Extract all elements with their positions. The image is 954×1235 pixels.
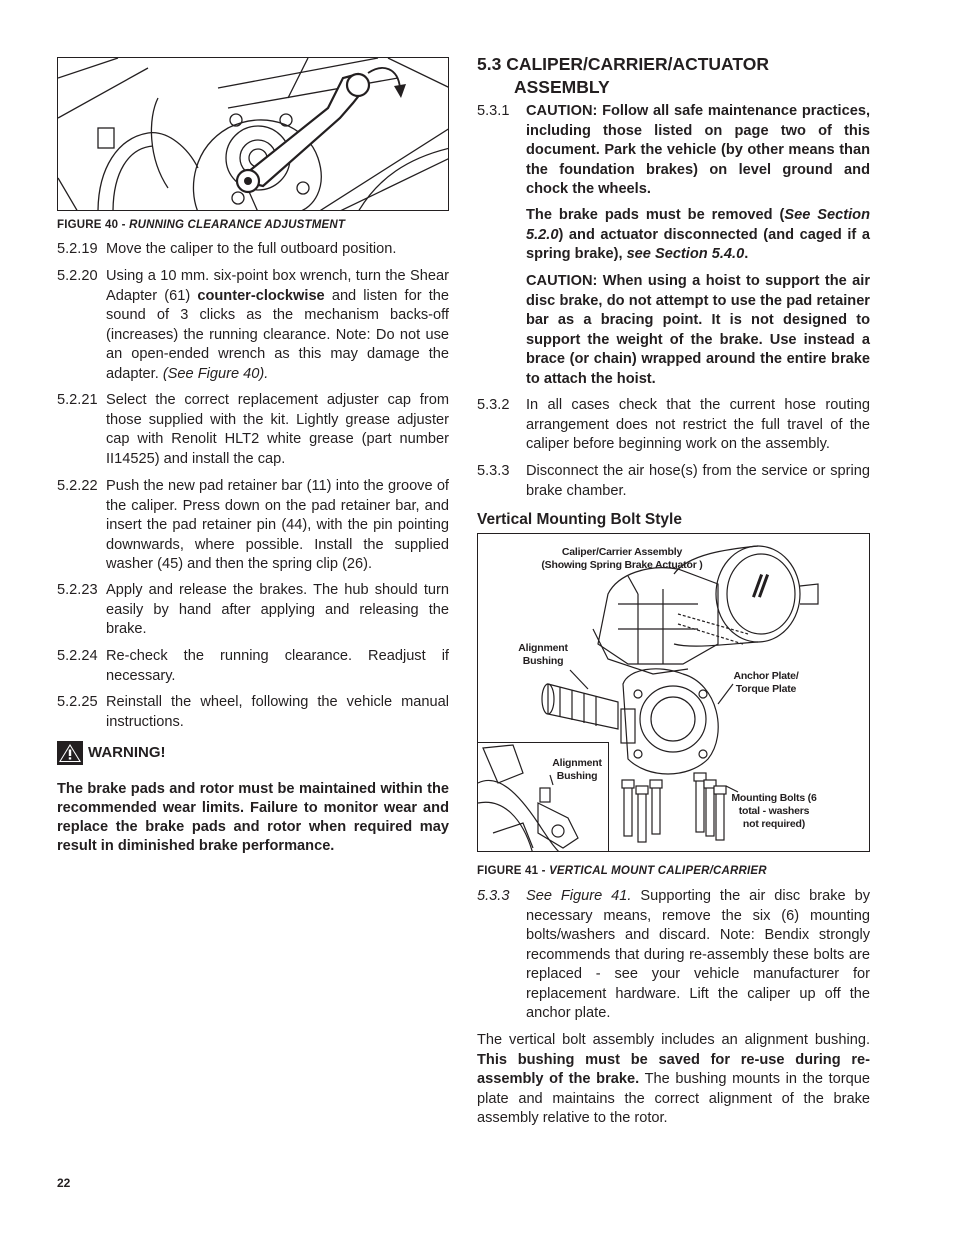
- label-alignment-bushing: Alignment Bushing: [518, 642, 568, 667]
- step-5-2-24: [57, 647, 449, 686]
- hoist-caution: CAUTION: When using a hoist to support the air disc brake, do not attempt to use the pad retainer bar as a bracing point. It is not designed to support the weight of the brake. Use instead a brace (or chain) wrapped around the entire brake to attach the hoist.: [526, 273, 870, 387]
- figure-41-caption-number: FIGURE 41 -: [477, 865, 550, 877]
- step-number: 5.2.20: [57, 268, 98, 284]
- note-part: .: [744, 246, 749, 262]
- step-number: 5.2.21: [57, 392, 98, 408]
- figure-40-caption-number: FIGURE 40 -: [57, 219, 130, 231]
- step-number: 5.3.3: [477, 463, 510, 479]
- figure-41-caption: [477, 862, 767, 882]
- step-number: 5.2.24: [57, 648, 98, 664]
- note-part: ) and actuator disconnected (and caged if a spring brake),: [526, 226, 870, 262]
- label-mounting-bolts: Mounting Bolts (6 total - washers not required): [731, 792, 817, 830]
- section-heading-line-2: ASSEMBLY: [514, 77, 610, 97]
- paragraph-part: The vertical bolt assembly includes an alignment bushing.: [477, 1032, 870, 1048]
- figure-40-illustration: [57, 57, 449, 211]
- section-reference: See Section 5.2.0: [526, 207, 871, 243]
- step-text: [526, 887, 870, 1024]
- step-5-2-19: [57, 240, 449, 260]
- step-text: In all cases check that the current hose routing arrangement does not restrict the full travel of the caliper before beginning work on the assembly.: [526, 397, 870, 452]
- section-heading: [477, 53, 769, 99]
- step-5-2-21: [57, 391, 449, 469]
- page-number: 22: [57, 1176, 71, 1190]
- figure-40-caption: [57, 216, 345, 236]
- step-text: Move the caliper to the full outboard position.: [106, 241, 397, 257]
- step-text: [106, 267, 449, 384]
- step-5-2-22: [57, 477, 449, 575]
- warning-body: The brake pads and rotor must be maintained within the recommended wear limits. Failure to monitor wear and replace the brake pads and rotor when required may result in diminished brake performance.: [57, 781, 449, 854]
- step-5-3-2: [477, 396, 870, 455]
- step-number: 5.2.25: [57, 694, 98, 710]
- step-number: 5.2.22: [57, 478, 98, 494]
- step-number: 5.3.1: [477, 103, 510, 119]
- section-heading-line-1: 5.3 CALIPER/CARRIER/ACTUATOR: [477, 54, 770, 74]
- step-number: 5.3.2: [477, 397, 510, 413]
- figure-41-illustration: [477, 533, 870, 852]
- paragraph-part: The bushing mounts in the torque plate and maintains the correct alignment of the brake assembly relative to the rotor.: [477, 1071, 871, 1126]
- warning-heading: [57, 741, 166, 765]
- figure-40-caption-title: RUNNING CLEARANCE ADJUSTMENT: [129, 219, 346, 231]
- step-text: Push the new pad retainer bar (11) into the groove of the caliper. Press down on the pad retainer bar, and insert the pad retainer pin (44), with the pin pointing downwards, where possible. Install the supplied washer (45) and then the spring clip (26).: [106, 478, 449, 572]
- step-5-3-1: [477, 102, 870, 200]
- step-text-part: Supporting the air disc brake by necessary means, remove the six (6) mounting bolts/washers and discard. Note: Bendix strongly recommends that during re-assembly these bolts are replaced - see your vehicle manufacturer for replacement hardware. Lift the caliper up off the anchor plate.: [526, 888, 871, 1021]
- section-reference: see Section 5.4.0: [626, 246, 745, 262]
- figure-41-caption-title: VERTICAL MOUNT CALIPER/CARRIER: [549, 865, 767, 877]
- wrench-adjustment-drawing: [58, 58, 449, 211]
- subheading-vertical-mounting: Vertical Mounting Bolt Style: [477, 511, 682, 528]
- step-number: 5.3.3: [477, 888, 510, 904]
- bushing-paragraph: [477, 1031, 870, 1129]
- step-number: 5.2.19: [57, 241, 98, 257]
- step-text: Disconnect the air hose(s) from the service or spring brake chamber.: [526, 463, 870, 499]
- step-5-2-23: [57, 581, 449, 640]
- step-5-3-3: [477, 462, 870, 501]
- step-text: Re-check the running clearance. Readjust if necessary.: [106, 648, 449, 684]
- step-5-3-3-removal: [477, 887, 870, 1024]
- label-caliper-carrier: Caliper/Carrier Assembly (Showing Spring Brake Actuator ): [541, 546, 703, 571]
- step-5-2-25: [57, 693, 449, 732]
- step-text: Apply and release the brakes. The hub should turn easily by hand after applying and releasing the brake.: [106, 582, 449, 637]
- step-text: Reinstall the wheel, following the vehicle manual instructions.: [106, 694, 449, 730]
- label-anchor-plate: Anchor Plate/ Torque Plate: [733, 670, 799, 695]
- step-5-2-20: [57, 267, 449, 384]
- paragraph-emphasis: This bushing must be saved for re-use during re-assembly of the brake.: [477, 1051, 870, 1087]
- step-text-emphasis: counter-clockwise: [197, 287, 325, 304]
- step-text-part: and listen for the sound of 3 clicks as the mechanism backs-off (increases) the running clearance. Note: Do not use an open-ended wrench as this may damage the adapter.: [106, 287, 449, 382]
- label-inset-alignment-bushing: Alignment Bushing: [552, 757, 602, 782]
- figure-reference: (See Figure 40).: [162, 365, 269, 382]
- caution-text: CAUTION: Follow all safe maintenance practices, including those listed on page two of this document. Park the vehicle (by other means than the foundation brakes) on level ground and chock the wheels.: [526, 103, 870, 197]
- figure-reference: See Figure 41.: [526, 888, 632, 904]
- warning-triangle-icon: [57, 741, 83, 765]
- note-part: The brake pads must be removed (: [526, 207, 785, 223]
- step-text-part: Using a 10 mm. six-point box wrench, turn the Shear Adapter (61): [106, 268, 449, 304]
- figure-41-inset: [478, 742, 609, 852]
- step-number: 5.2.23: [57, 582, 98, 598]
- warning-title: WARNING!: [88, 744, 166, 762]
- step-text: Select the correct replacement adjuster cap from those supplied with the kit. Lightly grease adjuster cap with Renolit HLT2 white grease (part number II14525) and install the cap.: [106, 392, 449, 467]
- pads-removed-note: [526, 206, 870, 265]
